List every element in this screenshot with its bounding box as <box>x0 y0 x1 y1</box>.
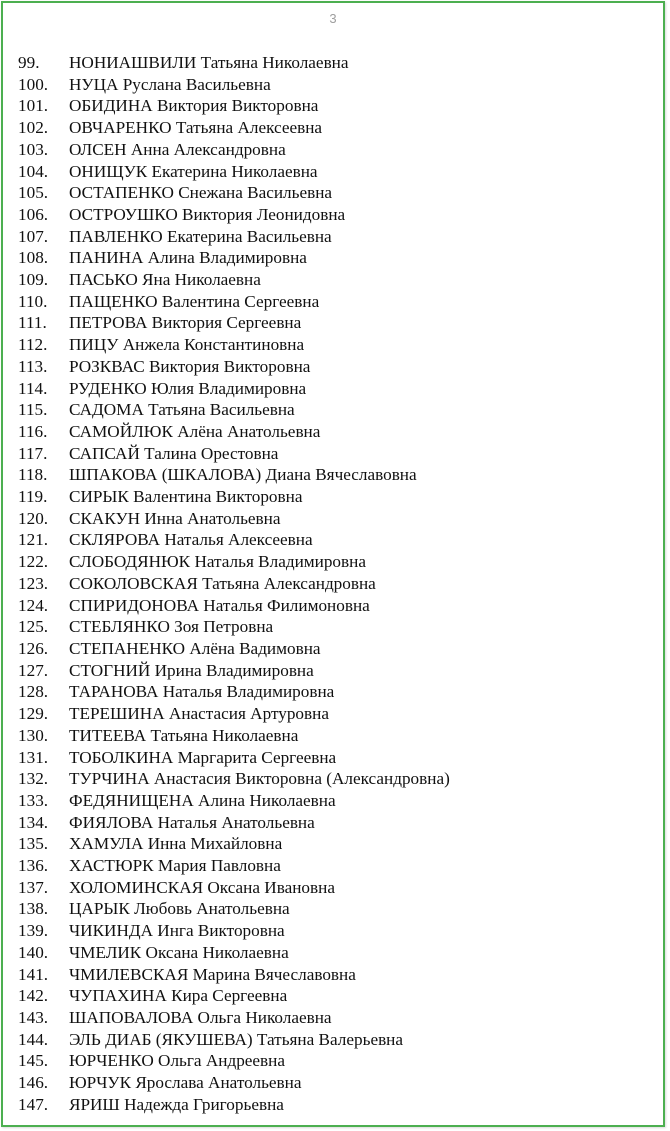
item-full-name: ТИТЕЕВА Татьяна Николаевна <box>69 725 299 745</box>
list-item <box>18 920 450 942</box>
item-full-name: СКЛЯРОВА Наталья Алексеевна <box>69 530 313 550</box>
item-full-name: ТОБОЛКИНА Маргарита Сергеевна <box>69 747 337 767</box>
item-number: 145. <box>18 1051 49 1071</box>
list-item <box>18 877 450 899</box>
item-number: 124. <box>18 595 49 615</box>
item-number: 123. <box>18 573 49 593</box>
item-full-name: СТОГНИЙ Ирина Владимировна <box>69 660 314 680</box>
list-item <box>18 95 450 117</box>
item-number: 112. <box>18 335 48 355</box>
list-item <box>18 312 450 334</box>
item-full-name: ОВЧАРЕНКО Татьяна Алексеевна <box>69 118 323 138</box>
item-full-name: ПАНИНА Алина Владимировна <box>69 248 307 268</box>
item-number: 130. <box>18 725 49 745</box>
item-full-name: СТЕПАНЕНКО Алёна Вадимовна <box>69 638 321 658</box>
item-number: 120. <box>18 508 49 528</box>
list-item <box>18 204 450 226</box>
item-number: 110. <box>18 291 48 311</box>
list-item <box>18 616 450 638</box>
item-full-name: СКАКУН Инна Анатольевна <box>69 508 281 528</box>
item-number: 100. <box>18 74 49 94</box>
item-number: 129. <box>18 704 49 724</box>
list-item <box>18 768 450 790</box>
item-full-name: СИРЫК Валентина Викторовна <box>69 487 303 507</box>
item-number: 135. <box>18 834 49 854</box>
list-item <box>18 790 450 812</box>
list-item <box>18 1072 450 1094</box>
item-number: 99. <box>18 53 40 72</box>
item-full-name: ХАМУЛА Инна Михайловна <box>69 834 283 854</box>
item-full-name: ОСТРОУШКО Виктория Леонидовна <box>69 204 346 224</box>
item-number: 111. <box>18 313 47 333</box>
list-item <box>18 638 450 660</box>
item-full-name: ПАСЬКО Яна Николаевна <box>69 270 261 290</box>
item-full-name: ТУРЧИНА Анастасия Викторовна (Александровна) <box>69 769 450 789</box>
list-item <box>18 812 450 834</box>
list-item <box>18 421 450 443</box>
item-number: 107. <box>18 226 49 246</box>
list-item <box>18 161 450 183</box>
item-number: 131. <box>18 747 49 767</box>
item-full-name: ЧУПАХИНА Кира Сергеевна <box>69 986 288 1006</box>
list-item <box>18 182 450 204</box>
list-item <box>18 291 450 313</box>
item-full-name: САПСАЙ Талина Орестовна <box>69 443 279 463</box>
list-item <box>18 334 450 356</box>
list-item <box>18 226 450 248</box>
list-item <box>18 833 450 855</box>
list-item <box>18 74 450 96</box>
item-full-name: САМОЙЛЮК Алёна Анатольевна <box>69 421 321 441</box>
list-item <box>18 660 450 682</box>
list-item <box>18 139 450 161</box>
item-full-name: ПАВЛЕНКО Екатерина Васильевна <box>69 226 332 246</box>
document-page <box>1 1 665 1127</box>
item-number: 101. <box>18 96 49 116</box>
item-full-name: ФЕДЯНИЩЕНА Алина Николаевна <box>69 790 336 810</box>
item-full-name: ЦАРЫК Любовь Анатольевна <box>69 899 290 919</box>
list-item <box>18 247 450 269</box>
item-full-name: САДОМА Татьяна Васильевна <box>69 400 295 420</box>
item-number: 136. <box>18 856 49 876</box>
item-number: 147. <box>18 1094 49 1114</box>
list-item <box>18 464 450 486</box>
item-full-name: ЮРЧУК Ярослава Анатольевна <box>69 1073 302 1093</box>
item-number: 121. <box>18 530 49 550</box>
item-full-name: ФИЯЛОВА Наталья Анатольевна <box>69 812 315 832</box>
item-number: 137. <box>18 877 49 897</box>
item-full-name: ТАРАНОВА Наталья Владимировна <box>69 682 335 702</box>
list-item <box>18 399 450 421</box>
item-number: 125. <box>18 617 49 637</box>
list-item <box>18 681 450 703</box>
item-full-name: ХАСТЮРК Мария Павловна <box>69 856 281 876</box>
list-item <box>18 595 450 617</box>
list-item <box>18 52 450 74</box>
list-item <box>18 898 450 920</box>
item-full-name: ПИЦУ Анжела Константиновна <box>69 335 305 355</box>
item-number: 104. <box>18 161 49 181</box>
list-item <box>18 508 450 530</box>
page-number: 3 <box>329 11 337 26</box>
item-full-name: ОБИДИНА Виктория Викторовна <box>69 96 319 116</box>
item-number: 132. <box>18 769 49 789</box>
item-number: 138. <box>18 899 49 919</box>
list-item <box>18 378 450 400</box>
list-item <box>18 747 450 769</box>
item-number: 106. <box>18 204 49 224</box>
item-number: 109. <box>18 270 49 290</box>
list-item <box>18 551 450 573</box>
item-number: 146. <box>18 1073 49 1093</box>
item-full-name: ЯРИШ Надежда Григорьевна <box>69 1094 284 1114</box>
list-item <box>18 117 450 139</box>
item-number: 105. <box>18 183 49 203</box>
list-item <box>18 443 450 465</box>
item-full-name: ТЕРЕШИНА Анастасия Артуровна <box>69 704 329 724</box>
item-number: 126. <box>18 638 49 658</box>
item-number: 119. <box>18 487 48 507</box>
item-full-name: РУДЕНКО Юлия Владимировна <box>69 378 307 398</box>
list-item <box>18 1029 450 1051</box>
item-number: 118. <box>18 465 48 485</box>
item-full-name: ОСТАПЕНКО Снежана Васильевна <box>69 183 333 203</box>
item-number: 102. <box>18 118 49 138</box>
list-item <box>18 703 450 725</box>
list-item <box>18 964 450 986</box>
item-number: 103. <box>18 139 49 159</box>
item-full-name: ШПАКОВА (ШКАЛОВА) Диана Вячеславовна <box>69 465 417 485</box>
list-item <box>18 725 450 747</box>
item-number: 141. <box>18 964 49 984</box>
item-full-name: ЧМИЛЕВСКАЯ Марина Вячеславовна <box>69 964 356 984</box>
item-number: 142. <box>18 986 49 1006</box>
list-item <box>18 1094 450 1116</box>
list-item <box>18 529 450 551</box>
item-full-name: СПИРИДОНОВА Наталья Филимоновна <box>69 595 370 615</box>
item-number: 113. <box>18 356 48 376</box>
item-full-name: СТЕБЛЯНКО Зоя Петровна <box>69 617 274 637</box>
item-number: 139. <box>18 921 49 941</box>
list-item <box>18 855 450 877</box>
item-number: 133. <box>18 790 49 810</box>
item-full-name: ЮРЧЕНКО Ольга Андреевна <box>69 1051 286 1071</box>
item-full-name: СОКОЛОВСКАЯ Татьяна Александровна <box>69 573 376 593</box>
item-number: 114. <box>18 378 48 398</box>
item-full-name: ОНИЩУК Екатерина Николаевна <box>69 161 318 181</box>
item-full-name: СЛОБОДЯНЮК Наталья Владимировна <box>69 552 366 572</box>
item-full-name: ЧИКИНДА Инга Викторовна <box>69 921 285 941</box>
item-number: 116. <box>18 421 48 441</box>
list-item <box>18 356 450 378</box>
item-number: 140. <box>18 942 49 962</box>
item-full-name: ОЛСЕН Анна Александровна <box>69 139 286 159</box>
list-item <box>18 985 450 1007</box>
item-full-name: ЭЛЬ ДИАБ (ЯКУШЕВА) Татьяна Валерьевна <box>69 1029 404 1049</box>
item-number: 128. <box>18 682 49 702</box>
item-full-name: ПЕТРОВА Виктория Сергеевна <box>69 313 302 333</box>
list-item <box>18 1050 450 1072</box>
list-item <box>18 573 450 595</box>
item-number: 117. <box>18 443 48 463</box>
item-full-name: ШАПОВАЛОВА Ольга Николаевна <box>69 1007 332 1027</box>
item-number: 144. <box>18 1029 49 1049</box>
list-item <box>18 1007 450 1029</box>
item-number: 122. <box>18 552 49 572</box>
list-item <box>18 486 450 508</box>
list-item <box>18 269 450 291</box>
item-full-name: РОЗКВАС Виктория Викторовна <box>69 356 311 376</box>
item-full-name: ЧМЕЛИК Оксана Николаевна <box>69 942 289 962</box>
item-number: 134. <box>18 812 49 832</box>
item-number: 115. <box>18 400 48 420</box>
list-item <box>18 942 450 964</box>
item-full-name: ПАЩЕНКО Валентина Сергеевна <box>69 291 320 311</box>
item-full-name: НУЦА Руслана Васильевна <box>69 74 271 94</box>
item-number: 108. <box>18 248 49 268</box>
name-list <box>18 52 450 1115</box>
item-full-name: ХОЛОМИНСКАЯ Оксана Ивановна <box>69 877 335 897</box>
item-number: 143. <box>18 1007 49 1027</box>
item-number: 127. <box>18 660 49 680</box>
item-full-name: НОНИАШВИЛИ Татьяна Николаевна <box>69 53 349 72</box>
